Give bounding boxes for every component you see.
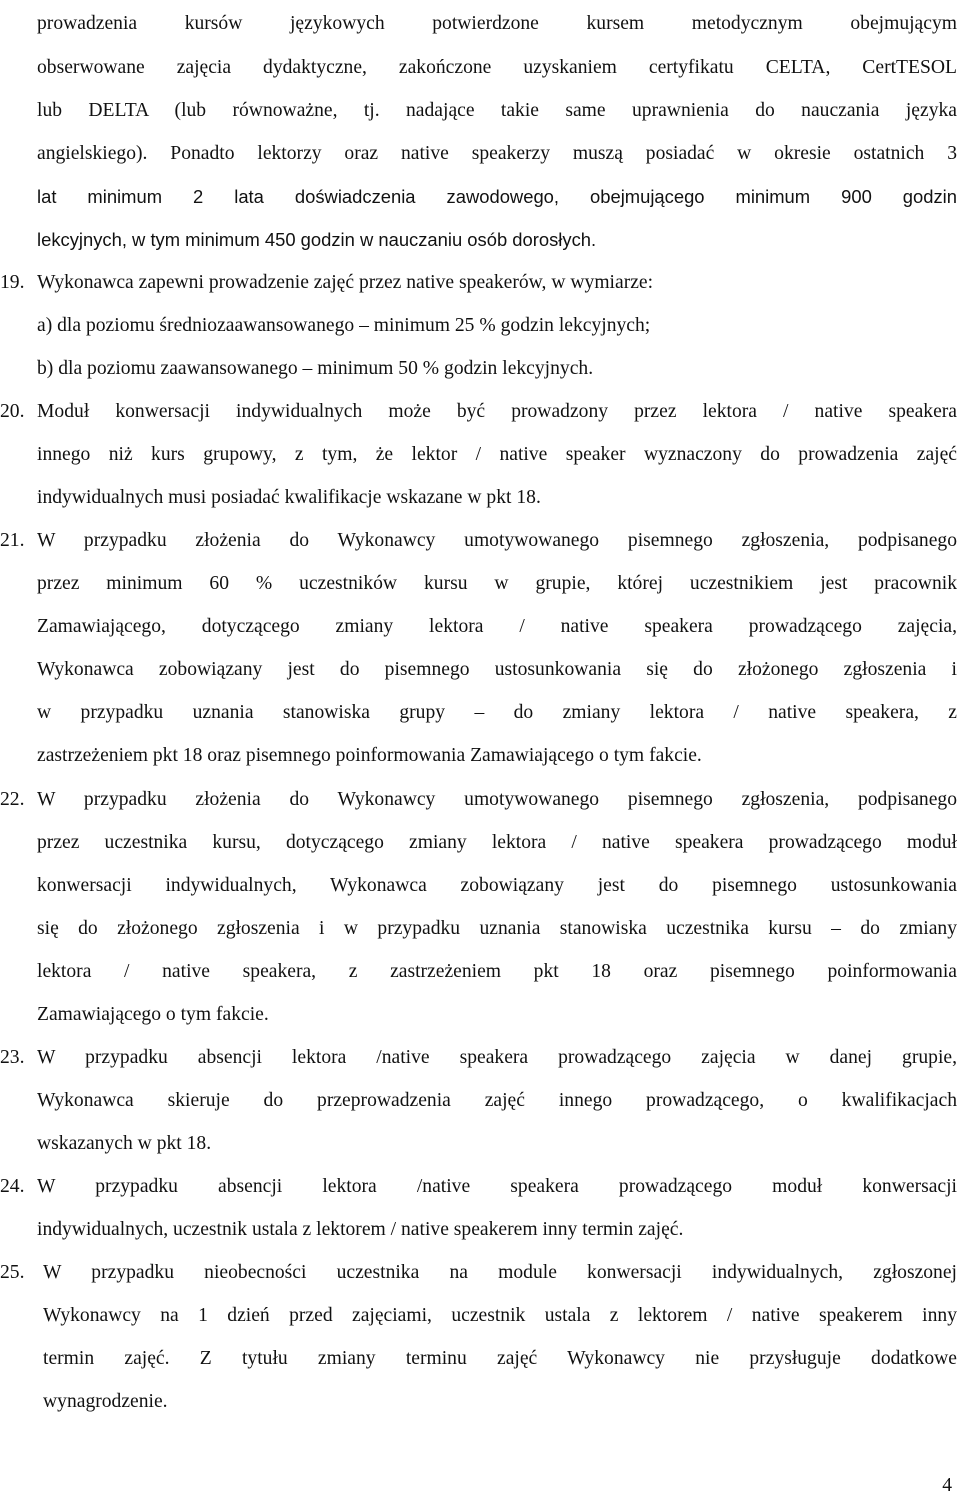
- text-line: [37, 529, 957, 553]
- text-line: [43, 1304, 957, 1328]
- text-line: [37, 874, 957, 898]
- text-line: [43, 1347, 957, 1371]
- text-line: [37, 960, 957, 984]
- list-number: 19.: [0, 272, 25, 293]
- text-line: [37, 701, 957, 725]
- line-text: lub DELTA (lub równoważne, tj. nadające takie same uprawnienia do nauczania języka: [37, 100, 957, 121]
- line-text: indywidualnych, uczestnik ustala z lektorem / native speakerem inny termin zajęć.: [37, 1219, 684, 1240]
- text-line: [37, 1132, 957, 1156]
- text-line: [37, 314, 957, 338]
- line-text: angielskiego). Ponadto lektorzy oraz native speakerzy muszą posiadać w okresie ostatnich 3: [37, 143, 957, 164]
- line-text: a) dla poziomu średniozaawansowanego – minimum 25 % godzin lekcyjnych;: [37, 315, 651, 336]
- text-line: [37, 1175, 957, 1199]
- text-line: [37, 1218, 957, 1242]
- line-text: lektora / native speakera, z zastrzeżeniem pkt 18 oraz pisemnego poinformowania: [37, 961, 957, 982]
- text-line: [37, 486, 957, 510]
- line-text: W przypadku absencji lektora /native speakera prowadzącego zajęcia w danej grupie,: [37, 1047, 957, 1068]
- text-line: [37, 917, 957, 941]
- text-line: [37, 142, 957, 166]
- text-line: [37, 443, 957, 467]
- line-text: W przypadku złożenia do Wykonawcy umotywowanego pisemnego zgłoszenia, podpisanego: [37, 789, 957, 810]
- line-text: obserwowane zajęcia dydaktyczne, zakończone uzyskaniem certyfikatu CELTA, CertTESOL: [37, 57, 957, 78]
- text-line: [37, 744, 957, 768]
- line-text: Wykonawca zobowiązany jest do pisemnego ustosunkowania się do złożonego zgłoszenia i: [37, 659, 957, 680]
- list-number: 22.: [0, 789, 25, 810]
- line-text: indywidualnych musi posiadać kwalifikacje wskazane w pkt 18.: [37, 487, 541, 508]
- line-text: przez minimum 60 % uczestników kursu w grupie, której uczestnikiem jest pracownik: [37, 573, 957, 594]
- text-line: [37, 357, 957, 381]
- line-text: w przypadku uznania stanowiska grupy – do zmiany lektora / native speakera, z: [37, 702, 957, 723]
- line-text: W przypadku absencji lektora /native speakera prowadzącego moduł konwersacji: [37, 1176, 957, 1197]
- text-line: [37, 99, 957, 123]
- text-line: [43, 1390, 957, 1414]
- list-number: 24.: [0, 1176, 25, 1197]
- text-line: [37, 12, 957, 36]
- line-text: przez uczestnika kursu, dotyczącego zmiany lektora / native speakera prowadzącego moduł: [37, 832, 957, 853]
- line-text: Zamawiającego, dotyczącego zmiany lektora / native speakera prowadzącego zajęcia,: [37, 616, 957, 637]
- line-text: Wykonawca zapewni prowadzenie zajęć przez native speakerów, w wymiarze:: [37, 272, 654, 293]
- line-text: Wykonawca skieruje do przeprowadzenia zajęć innego prowadzącego, o kwalifikacjach: [37, 1090, 957, 1111]
- line-text: lat minimum 2 lata doświadczenia zawodowego, obejmującego minimum 900 godzin: [37, 186, 957, 207]
- text-line: [37, 228, 957, 252]
- line-text: konwersacji indywidualnych, Wykonawca zobowiązany jest do pisemnego ustosunkowania: [37, 875, 957, 896]
- text-line: [37, 1089, 957, 1113]
- text-line: [37, 831, 957, 855]
- line-text: zastrzeżeniem pkt 18 oraz pisemnego poinformowania Zamawiającego o tym fakcie.: [37, 745, 702, 766]
- list-number: 21.: [0, 530, 25, 551]
- page-number: 4: [942, 1475, 952, 1496]
- list-number: 20.: [0, 401, 25, 422]
- line-text: innego niż kurs grupowy, z tym, że lektor / native speaker wyznaczony do prowadzenia zajęć: [37, 444, 957, 465]
- line-text: Zamawiającego o tym fakcie.: [37, 1004, 269, 1025]
- text-line: [37, 1046, 957, 1070]
- line-text: termin zajęć. Z tytułu zmiany terminu zajęć Wykonawcy nie przysługuje dodatkowe: [43, 1348, 957, 1369]
- text-line: [37, 271, 957, 295]
- text-line: [37, 615, 957, 639]
- line-text: W przypadku złożenia do Wykonawcy umotywowanego pisemnego zgłoszenia, podpisanego: [37, 530, 957, 551]
- text-line: [37, 185, 957, 209]
- line-text: b) dla poziomu zaawansowanego – minimum 50 % godzin lekcyjnych.: [37, 358, 594, 379]
- line-text: Wykonawcy na 1 dzień przed zajęciami, uczestnik ustala z lektorem / native speakerem inny: [43, 1305, 957, 1326]
- line-text: prowadzenia kursów językowych potwierdzone kursem metodycznym obejmującym: [37, 13, 957, 34]
- text-line: [37, 572, 957, 596]
- list-number: 25.: [0, 1262, 25, 1283]
- line-text: się do złożonego zgłoszenia i w przypadku uznania stanowiska uczestnika kursu – do zmiany: [37, 918, 957, 939]
- line-text: wynagrodzenie.: [43, 1391, 168, 1412]
- text-line: [37, 658, 957, 682]
- text-line: [37, 56, 957, 80]
- line-text: lekcyjnych, w tym minimum 450 godzin w nauczaniu osób dorosłych.: [37, 229, 597, 250]
- line-text: Moduł konwersacji indywidualnych może być prowadzony przez lektora / native speakera: [37, 401, 957, 422]
- text-line: [37, 1003, 957, 1027]
- line-text: W przypadku nieobecności uczestnika na module konwersacji indywidualnych, zgłoszonej: [43, 1262, 957, 1283]
- text-line: [37, 400, 957, 424]
- list-number: 23.: [0, 1047, 25, 1068]
- text-line: [37, 788, 957, 812]
- line-text: wskazanych w pkt 18.: [37, 1133, 212, 1154]
- text-line: [43, 1261, 957, 1285]
